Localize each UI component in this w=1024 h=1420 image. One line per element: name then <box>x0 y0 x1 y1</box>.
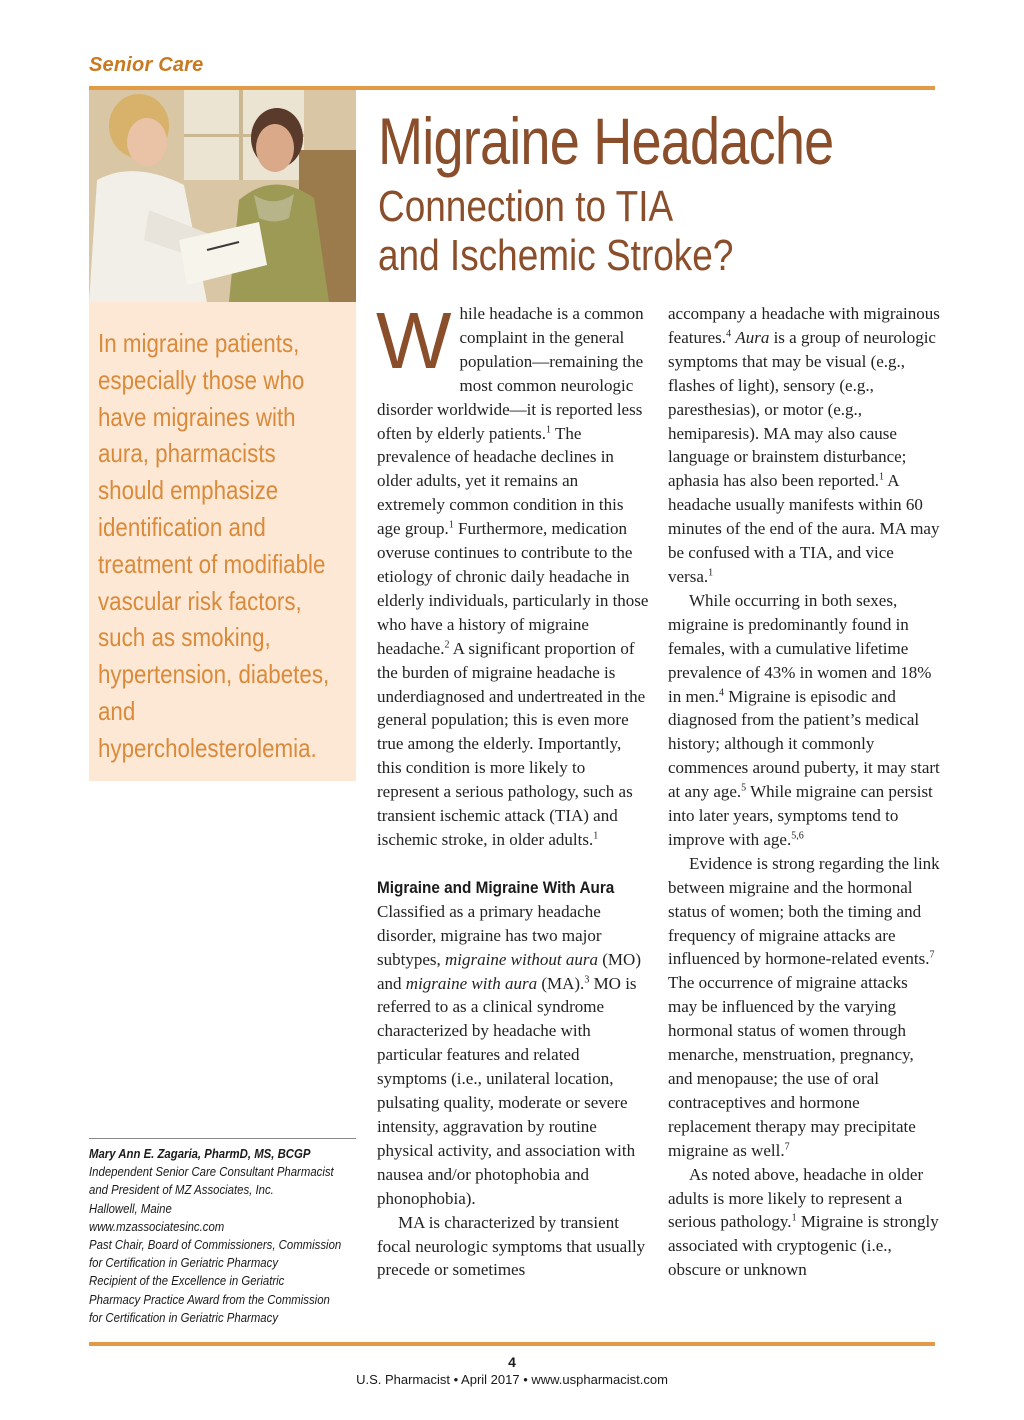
author-line: for Certification in Geriatric Pharmacy <box>89 1309 279 1325</box>
bottom-rule <box>89 1342 935 1346</box>
body-paragraph: While occurring in both sexes, migraine is predominantly found in females, with a cumulative lifetime prevalence of 43% in women and 18% in men.$^4$ Migraine is episodic and diagnosed from the patient’s medical history; although it commonly commences around puberty, it may start at any age.$^5$ While migraine can persist into later years, symptoms tend to improve with age.$^{5,6}$ <box>668 590 940 849</box>
author-line: and President of MZ Associates, Inc. <box>89 1182 274 1198</box>
section-tag: Senior Care <box>89 54 204 76</box>
body-paragraph: While headache is a common complaint in the general population—remaining the most common neurologic disorder worldwide—it is reported less often by elderly patients.$^1$ The prevalence of headache declines in older adults, yet it remains an extremely common condition in this age group.$^1$ Furthermore, medication overuse continues to contribute to the etiology of chronic daily headache in elderly individuals, particularly in those who have a history of migraine headache.$^2$ A significant proportion of the burden of migraine headache is underdiagnosed and undertreated in the general population; this is even more true among the elderly. Importantly, this condition is more likely to represent a serious pathology, such as transient ischemic attack (TIA) and ischemic stroke, in older adults.$^1$ <box>376 296 649 849</box>
body-paragraph: Evidence is strong regarding the link between migraine and the hormonal status of women; both the timing and frequency of migraine attacks are influenced by hormone-related events.$^7$ The occurrence of migraine attacks may be influenced by the varying hormonal status of women through menarche, menstruation, pregnancy, and menopause; the use of oral contraceptives and hormone replacement therapy may precipitate migraine as well.$^7$ <box>668 853 940 1160</box>
author-line: Hallowell, Maine <box>89 1200 172 1216</box>
body-column-2 <box>668 302 940 1282</box>
author-line: Pharmacy Practice Award from the Commission <box>89 1291 330 1307</box>
author-website: www.mzassociatesinc.com <box>89 1218 225 1234</box>
photo-illustration <box>89 90 356 302</box>
author-line: Past Chair, Board of Commissioners, Commission <box>89 1237 342 1253</box>
author-line: Independent Senior Care Consultant Pharmacist <box>89 1164 334 1180</box>
drop-cap: W <box>376 296 452 385</box>
pull-quote-text: In migraine patients, especially those who have migraines with aura, pharmacists should emphasize identification and treatment of modifiable vascular risk factors, such as smoking, hypertension, diabetes, and hypercholesterolemia. <box>98 328 330 763</box>
section-heading: Migraine and Migraine With Aura <box>377 877 615 897</box>
author-line: Recipient of the Excellence in Geriatric <box>89 1273 285 1289</box>
article-title: Migraine Headache <box>378 104 834 178</box>
author-bio <box>89 1138 356 1327</box>
publication-footer: U.S. Pharmacist • April 2017 • www.uspharmacist.com <box>356 1372 668 1387</box>
article-photo <box>89 90 356 302</box>
body-paragraph: accompany a headache with migrainous features.$^4$ Aura is a group of neurologic symptoms that may be visual (e.g., flashes of light), sensory (e.g., paresthesias), or motor (e.g., hemiparesis). MA may also cause language or brainstem disturbance; aphasia has also been reported.$^1$ A headache usually manifests within 60 minutes of the end of the aura. MA may be confused with a TIA, and vice versa.$^1$ <box>668 304 940 586</box>
body-paragraph: Classified as a primary headache disorder, migraine has two major subtypes, migraine without aura (MO) and migraine with aura (MA).$^3$ MO is referred to as a clinical syndrome characterized by headache with particular features and related symptoms (i.e., unilateral location, pulsating quality, moderate or severe intensity, aggravation by routine physical activity, and association with nausea and/or photophobia and phonophobia). <box>377 901 641 1208</box>
body-column-1 <box>376 296 649 1282</box>
page-number: 4 <box>508 1354 516 1370</box>
subtitle-line-1: Connection to TIA <box>378 182 674 231</box>
body-paragraph: As noted above, headache in older adults is more likely to represent a serious pathology.$^1$ Migraine is strongly associated with cryptogenic (i.e., obscure or unknown <box>668 1164 939 1280</box>
subtitle-line-2: and Ischemic Stroke? <box>378 231 734 280</box>
article-subtitle <box>378 182 733 280</box>
body-paragraph: MA is characterized by transient focal neurologic symptoms that usually precede or sometimes <box>377 1212 646 1280</box>
author-name: Mary Ann E. Zagaria, PharmD, MS, BCGP <box>89 1146 311 1161</box>
pull-quote <box>89 302 356 781</box>
author-line: for Certification in Geriatric Pharmacy <box>89 1255 279 1271</box>
